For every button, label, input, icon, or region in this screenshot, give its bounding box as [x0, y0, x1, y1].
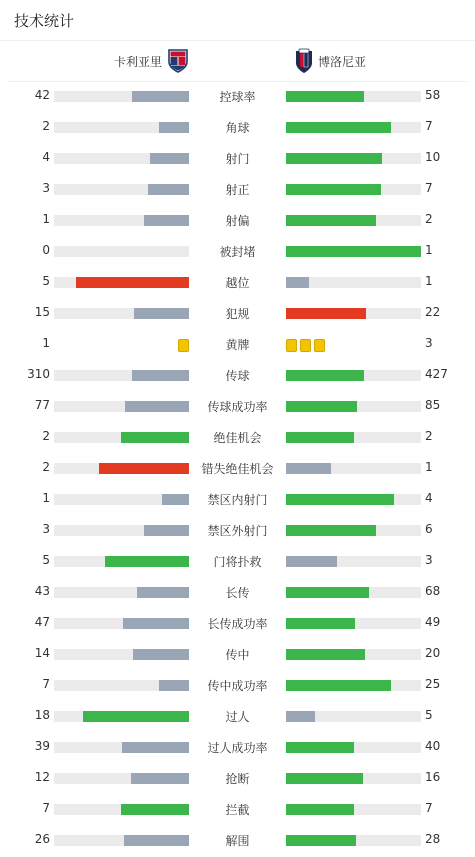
away-stat-value: 1	[425, 274, 433, 288]
home-stat-bar-track	[54, 556, 189, 567]
home-stat-bar-fill	[162, 494, 189, 505]
stat-row	[0, 426, 475, 450]
stat-label: 射偏	[225, 214, 250, 228]
away-yellow-cards	[286, 339, 325, 351]
stat-label: 射正	[225, 183, 250, 197]
away-stat-value: 49	[425, 615, 441, 629]
home-stat-bar-fill	[121, 804, 189, 815]
away-stat-value: 16	[425, 770, 441, 784]
away-stat-bar-track	[286, 618, 421, 629]
home-stat-bar-track	[54, 401, 189, 412]
home-stat-value: 7	[42, 677, 50, 691]
away-stat-bar-track	[286, 277, 421, 288]
yellow-card-icon	[286, 339, 297, 352]
home-stat-bar-fill	[121, 432, 189, 443]
away-stat-value: 7	[425, 119, 433, 133]
stat-label: 射门	[225, 152, 250, 166]
stat-label: 长传	[225, 586, 250, 600]
title-divider	[0, 40, 475, 41]
away-stat-value: 1	[425, 460, 433, 474]
home-stat-value: 1	[42, 336, 50, 350]
home-stat-bar-fill	[83, 711, 189, 722]
away-stat-bar-track	[286, 401, 421, 412]
stat-label: 传中成功率	[207, 679, 268, 693]
stat-row	[0, 395, 475, 419]
away-stat-value: 25	[425, 677, 441, 691]
home-stat-value: 15	[34, 305, 50, 319]
away-stat-bar-fill	[286, 525, 376, 536]
away-stat-bar-track	[286, 773, 421, 784]
home-stat-bar-fill	[76, 277, 189, 288]
yellow-card-icon	[300, 339, 311, 352]
yellow-card-icon	[314, 339, 325, 352]
home-stat-value: 5	[42, 274, 50, 288]
away-stat-bar-fill	[286, 494, 394, 505]
home-stat-bar-fill	[105, 556, 189, 567]
away-stat-value: 28	[425, 832, 441, 846]
stat-label: 被封堵	[219, 245, 256, 259]
away-stat-value: 58	[425, 88, 441, 102]
home-stat-bar-fill	[132, 91, 189, 102]
away-stat-bar-track	[286, 246, 421, 257]
away-stat-bar-fill	[286, 432, 354, 443]
away-stat-bar-track	[286, 432, 421, 443]
away-stat-bar-track	[286, 680, 421, 691]
home-stat-bar-track	[54, 835, 189, 846]
home-stat-bar-track	[54, 153, 189, 164]
stat-label: 拦截	[225, 803, 250, 817]
stat-row	[0, 178, 475, 202]
stat-row	[0, 736, 475, 760]
home-stat-value: 42	[34, 88, 50, 102]
stat-row	[0, 581, 475, 605]
away-stat-bar-fill	[286, 215, 376, 226]
away-stat-bar-track	[286, 525, 421, 536]
home-stat-value: 14	[34, 646, 50, 660]
home-stat-bar-track	[54, 122, 189, 133]
away-stat-bar-fill	[286, 277, 309, 288]
stat-row	[0, 209, 475, 233]
home-stat-bar-fill	[144, 525, 189, 536]
stat-label: 长传成功率	[207, 617, 268, 631]
away-stat-value: 5	[425, 708, 433, 722]
home-stat-value: 26	[34, 832, 50, 846]
home-stat-value: 2	[42, 460, 50, 474]
away-stat-bar-track	[286, 556, 421, 567]
stat-row	[0, 364, 475, 388]
teams-header	[0, 48, 475, 74]
home-stat-value: 1	[42, 491, 50, 505]
away-team-name: 博洛尼亚	[318, 55, 367, 69]
away-stat-bar-track	[286, 370, 421, 381]
home-stat-bar-fill	[99, 463, 189, 474]
away-stat-bar-track	[286, 711, 421, 722]
stat-row	[0, 333, 475, 357]
home-stat-value: 310	[27, 367, 50, 381]
home-stat-bar-track	[54, 463, 189, 474]
away-stat-bar-track	[286, 494, 421, 505]
away-stat-bar-track	[286, 804, 421, 815]
home-stat-value: 12	[34, 770, 50, 784]
home-stat-bar-track	[54, 742, 189, 753]
home-stat-value: 7	[42, 801, 50, 815]
stat-label: 禁区内射门	[207, 493, 268, 507]
stat-label: 越位	[225, 276, 250, 290]
away-stat-bar-track	[286, 215, 421, 226]
stat-row	[0, 550, 475, 574]
yellow-card-icon	[178, 339, 189, 352]
home-stat-bar-track	[54, 277, 189, 288]
stat-row	[0, 643, 475, 667]
away-stat-bar-fill	[286, 463, 331, 474]
away-stat-bar-fill	[286, 835, 356, 846]
away-stat-bar-fill	[286, 246, 421, 257]
home-team-crest-icon	[167, 48, 189, 74]
home-stat-value: 0	[42, 243, 50, 257]
stat-label: 传球	[225, 369, 250, 383]
away-stat-value: 20	[425, 646, 441, 660]
stat-label: 绝佳机会	[213, 431, 262, 445]
home-stat-bar-fill	[159, 122, 189, 133]
away-stat-value: 2	[425, 429, 433, 443]
away-stat-bar-fill	[286, 804, 354, 815]
away-stat-bar-fill	[286, 370, 364, 381]
away-stat-bar-track	[286, 91, 421, 102]
home-stat-bar-fill	[124, 835, 189, 846]
away-stat-bar-fill	[286, 122, 391, 133]
home-stat-bar-track	[54, 91, 189, 102]
home-stat-bar-track	[54, 711, 189, 722]
stat-row	[0, 116, 475, 140]
home-stat-bar-fill	[148, 184, 189, 195]
away-stat-bar-fill	[286, 587, 369, 598]
stat-row	[0, 240, 475, 264]
stat-row	[0, 488, 475, 512]
home-stat-bar-fill	[159, 680, 189, 691]
home-stat-bar-track	[54, 308, 189, 319]
home-stat-value: 5	[42, 553, 50, 567]
home-stat-bar-fill	[123, 618, 189, 629]
away-stat-value: 427	[425, 367, 448, 381]
home-stat-value: 77	[34, 398, 50, 412]
away-stat-bar-fill	[286, 742, 354, 753]
home-stat-value: 1	[42, 212, 50, 226]
home-stat-bar-track	[54, 804, 189, 815]
home-stat-value: 18	[34, 708, 50, 722]
away-stat-bar-fill	[286, 618, 355, 629]
stat-row	[0, 147, 475, 171]
away-stat-bar-fill	[286, 556, 337, 567]
home-yellow-cards	[178, 339, 189, 351]
home-stat-value: 2	[42, 429, 50, 443]
home-stat-bar-fill	[122, 742, 189, 753]
home-stat-bar-track	[54, 246, 189, 257]
stat-label: 黄牌	[225, 338, 250, 352]
away-stat-bar-fill	[286, 153, 382, 164]
stat-label: 传中	[225, 648, 250, 662]
header-divider	[8, 81, 467, 82]
stat-label: 解围	[225, 834, 250, 848]
home-stat-bar-track	[54, 370, 189, 381]
stat-label: 错失绝佳机会	[201, 462, 274, 476]
away-stat-value: 1	[425, 243, 433, 257]
away-stat-bar-track	[286, 835, 421, 846]
away-stat-value: 7	[425, 801, 433, 815]
away-stat-bar-fill	[286, 401, 357, 412]
away-stat-value: 3	[425, 553, 433, 567]
away-stat-bar-fill	[286, 308, 366, 319]
home-stat-bar-fill	[125, 401, 189, 412]
stat-label: 禁区外射门	[207, 524, 268, 538]
home-stat-bar-track	[54, 525, 189, 536]
home-stat-bar-fill	[150, 153, 189, 164]
home-stat-bar-fill	[134, 308, 189, 319]
away-stat-bar-fill	[286, 680, 391, 691]
stat-label: 犯规	[225, 307, 250, 321]
away-stat-bar-track	[286, 308, 421, 319]
away-stat-bar-fill	[286, 91, 364, 102]
away-team-crest-icon	[295, 48, 313, 74]
stat-row	[0, 612, 475, 636]
home-stat-bar-fill	[144, 215, 189, 226]
home-stat-bar-fill	[137, 587, 189, 598]
home-stat-bar-track	[54, 680, 189, 691]
stat-label: 门将扑救	[213, 555, 262, 569]
away-stat-bar-track	[286, 742, 421, 753]
home-team-name: 卡利亚里	[113, 55, 162, 69]
home-stat-value: 47	[34, 615, 50, 629]
home-stat-bar-track	[54, 494, 189, 505]
stat-label: 传球成功率	[207, 400, 268, 414]
away-stat-bar-track	[286, 587, 421, 598]
stat-label: 抢断	[225, 772, 250, 786]
home-stat-value: 39	[34, 739, 50, 753]
home-stat-bar-fill	[133, 649, 189, 660]
home-stat-bar-track	[54, 587, 189, 598]
stat-row	[0, 829, 475, 853]
home-stat-bar-track	[54, 649, 189, 660]
home-stat-bar-fill	[131, 773, 189, 784]
stat-row	[0, 674, 475, 698]
stat-row	[0, 767, 475, 791]
home-stat-bar-track	[54, 184, 189, 195]
stat-row	[0, 271, 475, 295]
home-stat-bar-track	[54, 215, 189, 226]
away-stat-value: 22	[425, 305, 441, 319]
away-stat-value: 6	[425, 522, 433, 536]
home-stat-value: 3	[42, 522, 50, 536]
away-stat-bar-track	[286, 463, 421, 474]
stat-row	[0, 457, 475, 481]
home-stat-bar-fill	[132, 370, 189, 381]
away-stat-bar-fill	[286, 649, 365, 660]
away-stat-value: 3	[425, 336, 433, 350]
stat-row	[0, 798, 475, 822]
away-stat-value: 7	[425, 181, 433, 195]
home-stat-bar-track	[54, 432, 189, 443]
away-stat-bar-fill	[286, 773, 363, 784]
stat-row	[0, 519, 475, 543]
home-stat-value: 4	[42, 150, 50, 164]
stat-row	[0, 302, 475, 326]
away-stat-value: 85	[425, 398, 441, 412]
away-stat-bar-fill	[286, 711, 315, 722]
away-stat-value: 4	[425, 491, 433, 505]
stat-label: 角球	[225, 121, 250, 135]
away-stat-value: 68	[425, 584, 441, 598]
stat-row	[0, 85, 475, 109]
away-stat-bar-track	[286, 153, 421, 164]
home-stat-value: 2	[42, 119, 50, 133]
away-stat-bar-track	[286, 649, 421, 660]
away-stat-value: 10	[425, 150, 441, 164]
away-stat-bar-fill	[286, 184, 381, 195]
away-stat-bar-track	[286, 184, 421, 195]
stat-label: 过人	[225, 710, 250, 724]
stat-label: 控球率	[219, 90, 256, 104]
home-stat-bar-track	[54, 773, 189, 784]
away-stat-bar-track	[286, 122, 421, 133]
stat-label: 过人成功率	[207, 741, 268, 755]
away-stat-value: 2	[425, 212, 433, 226]
stat-row	[0, 705, 475, 729]
page-title: 技术统计	[14, 12, 75, 30]
home-stat-bar-track	[54, 618, 189, 629]
home-stat-value: 43	[34, 584, 50, 598]
home-stat-value: 3	[42, 181, 50, 195]
away-stat-value: 40	[425, 739, 441, 753]
